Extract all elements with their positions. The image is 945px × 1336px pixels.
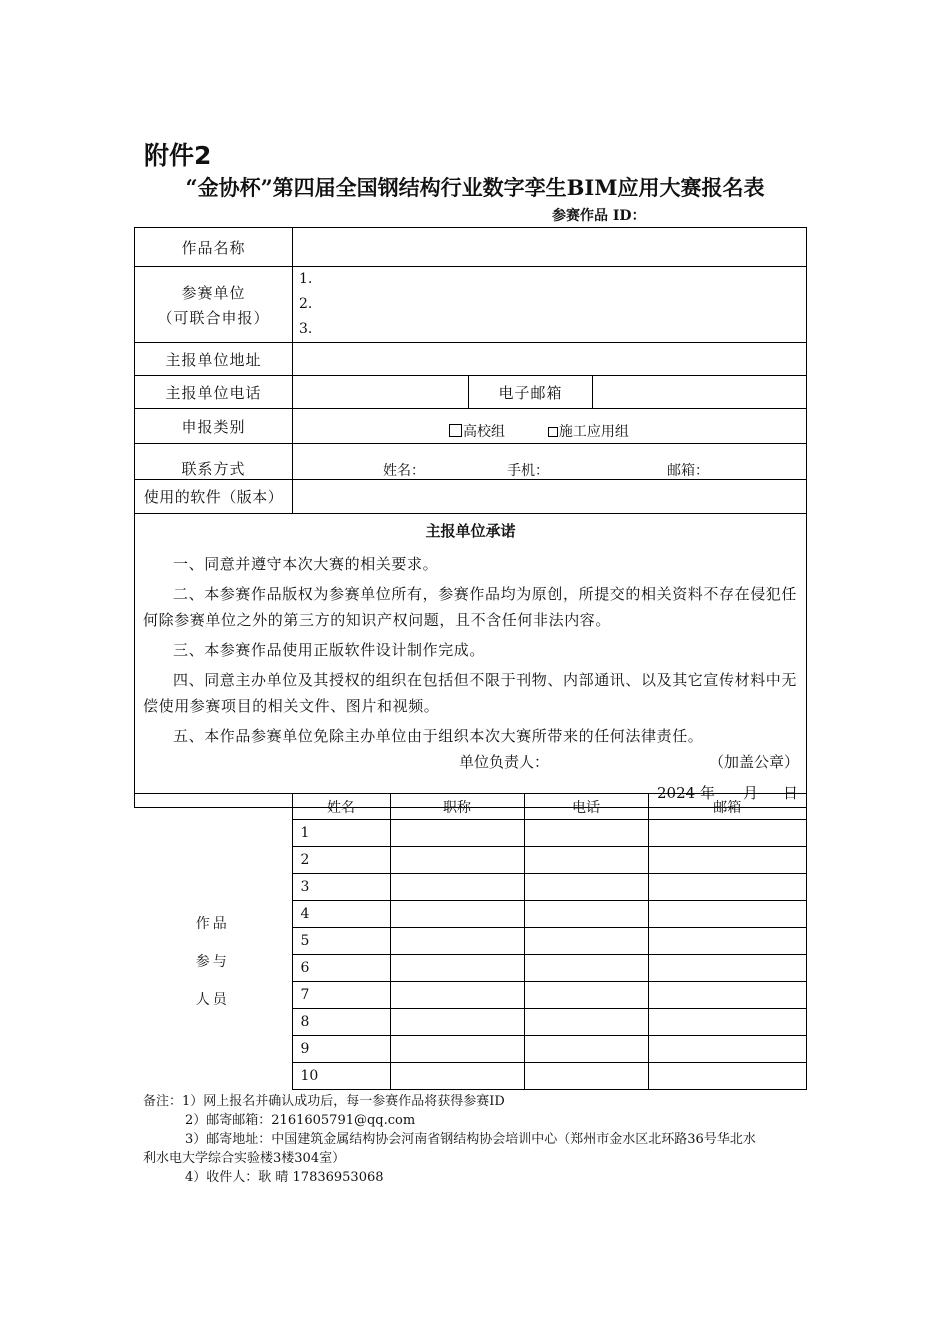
phone-cell[interactable] [524, 982, 648, 1009]
phone-cell[interactable] [524, 901, 648, 928]
pledge-item-3: 三、本参赛作品使用正版软件设计制作完成。 [173, 641, 486, 659]
email-cell[interactable] [648, 955, 807, 982]
contact-name-label: 姓名： [383, 463, 425, 479]
title-cell[interactable] [390, 1009, 524, 1036]
registration-form-table [134, 227, 807, 808]
contact-label [135, 444, 293, 480]
email-cell[interactable] [648, 820, 807, 847]
title-cell[interactable] [390, 1063, 524, 1090]
header-email: 邮箱 [648, 794, 807, 820]
pledge-section [135, 514, 807, 808]
category-label [135, 409, 293, 444]
attachment-label: 附件2 [144, 141, 212, 170]
work-name-field[interactable] [293, 228, 807, 267]
address-label [135, 343, 293, 376]
row-number: 9 [292, 1036, 390, 1063]
phone-cell[interactable] [524, 928, 648, 955]
software-field[interactable] [293, 480, 807, 514]
software-label [135, 480, 293, 514]
date-month: 月 [743, 784, 759, 802]
participants-table [134, 793, 807, 1090]
note-1: 备注：1）网上报名并确认成功后，每一参赛作品将获得参赛ID [143, 1094, 505, 1109]
email-cell[interactable] [648, 901, 807, 928]
email-cell[interactable] [648, 928, 807, 955]
work-name-label-text: 作品名称 [181, 238, 246, 257]
note-3-continued: 利水电大学综合实验楼3楼304室） [143, 1151, 346, 1166]
form-title: “金协杯”第四届全国钢结构行业数字孪生BIM应用大赛报名表 [185, 175, 765, 200]
title-cell[interactable] [390, 847, 524, 874]
date-year: 2024 年 [657, 784, 715, 802]
unit-sub-label: （可联合申报） [157, 308, 270, 327]
address-label-text: 主报单位地址 [165, 350, 262, 369]
email-cell[interactable] [648, 874, 807, 901]
pledge-item-4: 四、同意主办单位及其授权的组织在包括但不限于刊物、内部通讯、以及其它宣传材料中无偿使用参赛项目的相关文件、图片和视频。 [143, 671, 798, 715]
category-option-university[interactable] [449, 424, 505, 440]
work-name-label [135, 228, 293, 267]
phone-field[interactable] [293, 376, 469, 409]
pledge-item-2: 二、本参赛作品版权为参赛单位所有，参赛作品均为原创，所提交的相关资料不存在侵犯任何除参赛单位之外的第三方的知识产权问题，且不含任何非法内容。 [143, 585, 798, 629]
note-3: 3）邮寄地址：中国建筑金属结构协会河南省钢结构协会培训中心（郑州市金水区北环路36号华北水 [185, 1132, 756, 1147]
date-day: 日 [783, 784, 799, 802]
phone-cell[interactable] [524, 874, 648, 901]
category-option-construction-label: 施工应用组 [558, 424, 629, 440]
pledge-item-5: 五、本作品参赛单位免除主办单位由于组织本次大赛所带来的任何法律责任。 [173, 727, 704, 745]
pledge-item-1: 一、同意并遵守本次大赛的相关要求。 [173, 555, 439, 573]
address-field[interactable] [293, 343, 807, 376]
phone-label-text: 主报单位电话 [165, 383, 262, 402]
pledge-title: 主报单位承诺 [425, 522, 516, 540]
row-number: 4 [292, 901, 390, 928]
email-cell[interactable] [648, 982, 807, 1009]
participants-side-label [134, 794, 292, 1090]
row-number: 2 [292, 847, 390, 874]
unit-field[interactable] [293, 267, 807, 343]
email-cell[interactable] [648, 1063, 807, 1090]
note-2: 2）邮寄邮箱：2161605791@qq.com [185, 1113, 416, 1128]
email-cell[interactable] [648, 1036, 807, 1063]
unit-label-cell [135, 267, 293, 343]
phone-cell[interactable] [524, 820, 648, 847]
email-cell[interactable] [648, 1009, 807, 1036]
phone-cell[interactable] [524, 847, 648, 874]
phone-cell[interactable] [524, 1036, 648, 1063]
phone-cell[interactable] [524, 1063, 648, 1090]
contact-mobile-label: 手机： [507, 463, 549, 479]
row-number: 5 [292, 928, 390, 955]
row-number: 7 [292, 982, 390, 1009]
title-cell[interactable] [390, 820, 524, 847]
title-cell[interactable] [390, 901, 524, 928]
email-label-text: 电子邮箱 [498, 383, 563, 402]
work-id-label: 参赛作品 ID： [552, 208, 646, 224]
row-number: 8 [292, 1009, 390, 1036]
title-cell[interactable] [390, 1036, 524, 1063]
phone-cell[interactable] [524, 955, 648, 982]
signer-label: 单位负责人： [459, 753, 550, 771]
checkbox-icon[interactable] [449, 424, 462, 437]
contact-field[interactable] [293, 444, 807, 480]
unit-line-3: 3. [299, 321, 313, 337]
email-cell[interactable] [648, 847, 807, 874]
checkbox-icon[interactable] [548, 427, 558, 437]
unit-label: 参赛单位 [181, 283, 246, 302]
side-label-line-3: 人员 [195, 991, 230, 1008]
header-title: 职称 [390, 794, 524, 820]
contact-email-label: 邮箱： [667, 463, 709, 479]
category-label-text: 申报类别 [181, 417, 246, 436]
title-cell[interactable] [390, 982, 524, 1009]
phone-cell[interactable] [524, 1009, 648, 1036]
unit-line-1: 1. [299, 271, 313, 287]
software-label-text: 使用的软件（版本） [143, 488, 284, 506]
unit-line-2: 2. [299, 296, 313, 312]
category-options [293, 409, 807, 444]
row-number: 10 [292, 1063, 390, 1090]
contact-label-text: 联系方式 [181, 460, 246, 478]
email-label [469, 376, 593, 409]
note-4: 4）收件人：耿 晴 17836953068 [185, 1170, 384, 1185]
email-field[interactable] [593, 376, 807, 409]
category-option-university-label: 高校组 [463, 424, 505, 440]
row-number: 6 [292, 955, 390, 982]
seal-label: （加盖公章） [709, 753, 800, 771]
notes [143, 1092, 823, 1187]
side-label-line-2: 参与 [195, 953, 230, 970]
title-cell[interactable] [390, 928, 524, 955]
row-number: 1 [292, 820, 390, 847]
title-cell[interactable] [390, 955, 524, 982]
row-number: 3 [292, 874, 390, 901]
header-phone: 电话 [524, 794, 648, 820]
side-label-line-1: 作品 [195, 915, 230, 932]
phone-label [135, 376, 293, 409]
category-option-construction[interactable] [548, 424, 629, 440]
title-cell[interactable] [390, 874, 524, 901]
header-name: 姓名 [292, 794, 390, 820]
